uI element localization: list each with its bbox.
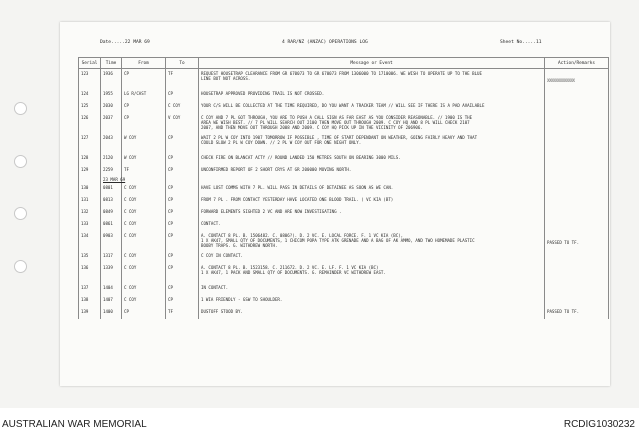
to-cell: CP [166, 219, 199, 231]
action-cell [545, 295, 609, 307]
table-header-row [79, 58, 609, 69]
message-line: COULD SLOW 2 PL W COY DOWN. // 2 PL W COY OUT FOR ONE NIGHT ONLY. [201, 140, 362, 145]
action-cell [545, 251, 609, 263]
date-heading: 23 MAR 69 [101, 177, 122, 183]
action-cell [545, 207, 609, 219]
action-cell [545, 165, 609, 177]
message-line: LINE BUT NOT ACROSS. [201, 76, 251, 81]
action-cell [545, 283, 609, 295]
time-cell: 2037 [101, 113, 122, 133]
from-cell: C COY [122, 295, 166, 307]
to-cell: CP [166, 295, 199, 307]
action-cell [545, 183, 609, 195]
from-cell: C COY [122, 263, 166, 283]
time-cell: 2259 [101, 165, 122, 177]
to-cell: CP [166, 207, 199, 219]
message-line: 1 X AK47, SMALL QTY OF DOCUMENTS, 1 CHICOM POPA TYPE ATK GRENADE AND A BAG OF AK AMMO, AND TWO HOMEMADE PLASTIC [201, 238, 475, 243]
from-cell: C COY [122, 207, 166, 219]
time-cell: 2120 [101, 153, 122, 165]
serial-cell: 134 [79, 231, 101, 251]
column-header: Action/Remarks [545, 58, 609, 69]
time-cell: 1400 [101, 307, 122, 319]
time-cell: 0861 [101, 219, 122, 231]
log-title: 4 RAR/NZ (ANZAC) OPERATIONS LOG [282, 40, 368, 45]
message-line: DUSTOFF STOOD BY. [201, 309, 243, 314]
from-cell: C COY [122, 195, 166, 207]
table-row [79, 113, 609, 133]
message-line: C COY AND 7 PL GOT THROUGH, YOU ARE TO PUSH A CALL SIGN AS FAR EAST AS YOU CONSIDER REASONABLE. // 1900 IS THE [201, 115, 473, 120]
time-cell: 1317 [101, 251, 122, 263]
from-cell: CP [122, 69, 166, 90]
column-header: To [166, 58, 199, 69]
message-cell [199, 153, 545, 165]
column-header: Message or Event [199, 58, 545, 69]
to-cell: TF [166, 307, 199, 319]
action-cell [545, 101, 609, 113]
time-cell: 2043 [101, 133, 122, 153]
to-cell: CP [166, 231, 199, 251]
to-cell: TF [166, 69, 199, 90]
action-cell [545, 113, 609, 133]
column-header: From [122, 58, 166, 69]
from-cell: W COY [122, 153, 166, 165]
table-row [79, 307, 609, 319]
serial-cell: 128 [79, 153, 101, 165]
action-cell [545, 153, 609, 165]
to-cell: CP [166, 89, 199, 101]
to-cell: CP [166, 195, 199, 207]
serial-cell: 136 [79, 263, 101, 283]
message-cell [199, 251, 545, 263]
from-cell: LG R/CAST [122, 89, 166, 101]
punch-hole [14, 260, 27, 273]
serial-cell: 130 [79, 183, 101, 195]
table-row [79, 195, 609, 207]
from-cell: CP [122, 307, 166, 319]
serial-cell: 138 [79, 295, 101, 307]
serial-cell: 139 [79, 307, 101, 319]
table-row [79, 89, 609, 101]
from-cell: C COY [122, 183, 166, 195]
serial-cell: 131 [79, 195, 101, 207]
operations-log-table [78, 57, 609, 319]
action-cell [545, 263, 609, 283]
time-cell: 0903 [101, 231, 122, 251]
table-row [79, 101, 609, 113]
message-cell [199, 283, 545, 295]
message-line: HOUSETRAP APPROVED PROVIDING TRAIL IS NOT CROSSED. [201, 91, 325, 96]
time-cell: 1339 [101, 263, 122, 283]
message-cell [199, 231, 545, 251]
serial-cell: 127 [79, 133, 101, 153]
time-cell: 0813 [101, 195, 122, 207]
message-cell [199, 263, 545, 283]
message-cell [199, 89, 545, 101]
punch-hole [14, 102, 27, 115]
message-line: AREA WE WISH BEST. // 7 PL WILL SEARCH OUT 2100 THEN MOVE OUT THROUGH 2009. C COY HQ AND 8 PL WILL CHECK 2107 [201, 120, 470, 125]
message-line: BOOBY TRAPS. G. WITHDREW NORTH. [201, 243, 278, 248]
from-cell: W COY [122, 133, 166, 153]
message-cell [199, 183, 545, 195]
column-header: Serial [79, 58, 101, 69]
time-cell: 1936 [101, 69, 122, 90]
table-row [79, 69, 609, 90]
table-row [79, 153, 609, 165]
message-cell [199, 195, 545, 207]
message-line: IN CONTACT. [201, 285, 229, 290]
time-cell: 1407 [101, 295, 122, 307]
message-line: HAVE LOST COMMS WITH 7 PL. WILL PASS IN DETAILS OF DETAINEE AS SOON AS WE CAN. [201, 185, 394, 190]
to-cell: CP [166, 153, 199, 165]
table-row [79, 263, 609, 283]
message-cell [199, 101, 545, 113]
table-row [79, 251, 609, 263]
message-cell [199, 113, 545, 133]
from-cell: C COY [122, 219, 166, 231]
from-cell: CP [122, 113, 166, 133]
serial-cell: 126 [79, 113, 101, 133]
serial-cell: 129 [79, 165, 101, 177]
message-line: 1 WIA FRIENDLY - GSW TO SHOULDER. [201, 297, 283, 302]
table-row [79, 283, 609, 295]
source-label: AUSTRALIAN WAR MEMORIAL [2, 419, 147, 430]
to-cell: CP [166, 165, 199, 177]
message-cell [199, 69, 545, 90]
from-cell: TF [122, 165, 166, 177]
to-cell: CP [166, 263, 199, 283]
table-row [79, 295, 609, 307]
log-body [79, 69, 609, 320]
sheet-number: Sheet No.....11 [500, 40, 542, 45]
serial-cell: 133 [79, 219, 101, 231]
message-line: A. CONTACT 8 PL. B. 1523158. C. 211672. D. 2 VC. E. LF. F. 1 VC KIA (BC) [201, 265, 379, 270]
time-cell: 0801 [101, 183, 122, 195]
to-cell: CP [166, 133, 199, 153]
serial-cell: 124 [79, 89, 101, 101]
message-line: C COY IN CONTACT. [201, 253, 243, 258]
message-line: YOUR C/S WILL BE COLLECTED AT THE TIME REQUIRED, DO YOU WANT A TRACKER TEAM // WILL SEE IF THERE IS A PAD AVAILABLE [201, 103, 485, 108]
action-cell: PASSED TO TF. [545, 307, 609, 319]
from-cell: C COY [122, 231, 166, 251]
table-row [79, 183, 609, 195]
message-line: A. CONTACT 8 PL. B. 1506482. C. 0806?). D. 2 VC. E. LOCAL FORCE. F. 1 VC KIA (BC), [201, 233, 404, 238]
message-line: UNCONFIRMED REPORT OF 2 SHORT CRYS AT GR 200000 MOVING NORTH. [201, 167, 352, 172]
to-cell: V COY [166, 113, 199, 133]
action-cell [545, 219, 609, 231]
action-cell [545, 195, 609, 207]
message-line: FROM 7 PL . FROM CONTACT YESTERDAY HAVE LOCATED ONE BLOOD TRAIL. ( VC KIA (BT) [201, 197, 394, 202]
action-cell [545, 89, 609, 101]
message-line: REQUEST HOUSETRAP CLEARANCE FROM GR 670073 TO GR 670073 FROM 1306000 TO 1710006. WE WISH TO OPERATE UP TO THE BLUE [201, 71, 482, 76]
table-row [79, 165, 609, 177]
table-row [79, 207, 609, 219]
from-cell: CP [122, 101, 166, 113]
log-date: Date.....22 MAR 69 [100, 40, 150, 45]
action-cell: PASSED TO TF. [545, 231, 609, 251]
serial-cell: 125 [79, 101, 101, 113]
action-cell: XXXXXXXXXXXXXX [545, 69, 609, 90]
message-cell [199, 219, 545, 231]
time-cell: 1404 [101, 283, 122, 295]
serial-cell: 135 [79, 251, 101, 263]
table-row [79, 231, 609, 251]
table-row [79, 133, 609, 153]
message-line: CONTACT. [201, 221, 221, 226]
action-cell [545, 133, 609, 153]
from-cell: C COY [122, 251, 166, 263]
binder-holes [14, 0, 28, 408]
message-line: 1 X AK47, 1 PACK AND SMALL QTY OF DOCUMENTS. G. REMAINDER VC WITHDREW EAST. [201, 270, 386, 275]
message-cell [199, 295, 545, 307]
message-cell [199, 207, 545, 219]
message-cell [199, 307, 545, 319]
message-line: CHECK FIRE ON BLANCAT ACTY // ROUND LANDED 150 METRES SOUTH ON BEARING 3000 MILS. [201, 155, 401, 160]
time-cell: 0849 [101, 207, 122, 219]
record-id: RCDIG1030232 [563, 419, 635, 430]
to-cell: CP [166, 283, 199, 295]
punch-hole [14, 207, 27, 220]
to-cell: C COY [166, 101, 199, 113]
time-cell: 1955 [101, 89, 122, 101]
message-line: FORWARD ELEMENTS SIGHTED 2 VC AND ARE NOW INVESTIGATING . [201, 209, 342, 214]
message-cell [199, 133, 545, 153]
punch-hole [14, 155, 27, 168]
from-cell: C COY [122, 283, 166, 295]
time-cell: 2030 [101, 101, 122, 113]
to-cell: CP [166, 183, 199, 195]
serial-cell: 137 [79, 283, 101, 295]
message-line: 2007, AND THEN MOVE OUT THROUGH 2008 AND 2009. C COY HQ PICK UP IN THE VICINITY OF 206906. [201, 125, 423, 130]
to-cell: CP [166, 251, 199, 263]
serial-cell: 132 [79, 207, 101, 219]
message-line: WAIT 2 PL W COY INTO 1907 TOMORROW IF POSSIBLE , TIME OF START DEPENDANT ON WEATHER, GOING FAIRLY HEAVY AND THAT [201, 135, 478, 140]
table-row [79, 219, 609, 231]
column-header: Time [101, 58, 122, 69]
serial-cell: 123 [79, 69, 101, 90]
message-cell [199, 165, 545, 177]
